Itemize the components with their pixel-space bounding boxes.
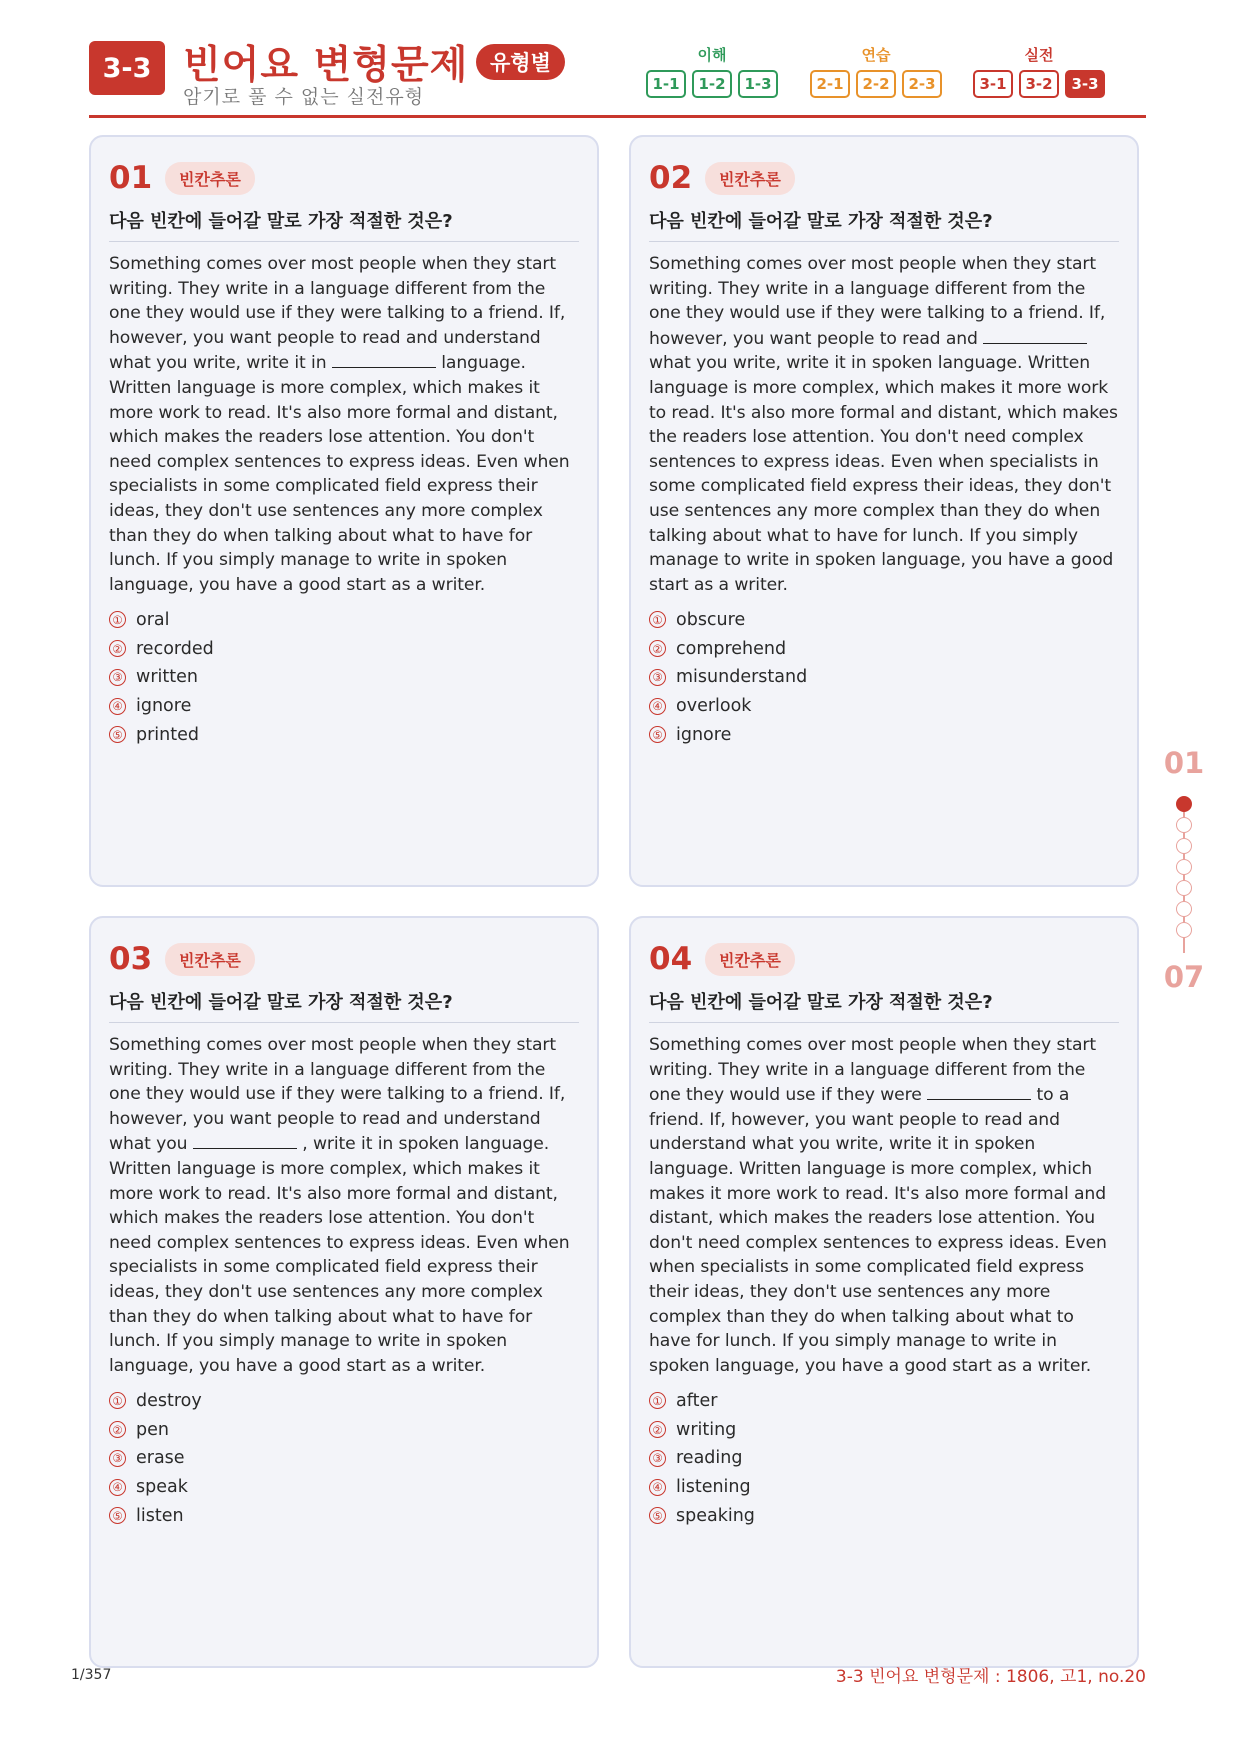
answer-option[interactable]: [649, 692, 1119, 721]
option-label: obscure: [676, 609, 746, 630]
question-type-tag: 빈칸추론: [705, 943, 795, 976]
type-pill: 유형별: [476, 44, 565, 80]
answer-option[interactable]: [649, 1473, 1119, 1502]
progress-start-label: 01: [1163, 746, 1205, 780]
option-number-marker: ①: [109, 1392, 126, 1409]
question-card-03: [89, 916, 599, 1668]
option-number-marker: ②: [649, 640, 666, 657]
passage-text-before: Something comes over most people when they start writing. They write in a language different from the one they would use if they were: [649, 1035, 1097, 1106]
option-number-marker: ③: [649, 1450, 666, 1467]
answer-option[interactable]: [649, 1502, 1119, 1531]
progress-dot[interactable]: [1176, 922, 1192, 938]
answer-option[interactable]: [109, 1386, 579, 1415]
question-header: [109, 155, 579, 201]
option-label: destroy: [136, 1390, 202, 1411]
nav-group-practice: [810, 44, 942, 98]
passage-text-after: to a friend. If, however, you want people to read and understand what you write, write it in spoken language. Written language is more complex, which makes it more work to read. It's also more formal and distant, which makes the readers lose attention. You don't need complex sentences to express ideas. Even when specialists in some complicated field express their ideas, they don't use sentences any more complex than they do when talking about what to have for lunch. If you simply manage to write in spoken language, you have a good start as a writer.: [649, 1085, 1107, 1376]
option-number-marker: ④: [649, 1479, 666, 1496]
answer-option[interactable]: [649, 663, 1119, 692]
passage-text-before: Something comes over most people when they start writing. They write in a language different from the one they would use if they were talking to a friend. If, however, you want people to read and understand what you write, write it in: [109, 254, 566, 374]
nav-button-3-1[interactable]: 3-1: [973, 70, 1013, 98]
progress-dot[interactable]: [1176, 901, 1192, 917]
answer-option[interactable]: [109, 1415, 579, 1444]
answer-option[interactable]: [109, 605, 579, 634]
passage: [649, 252, 1119, 597]
nav-button-3-3[interactable]: 3-3: [1065, 70, 1105, 98]
option-label: listen: [136, 1505, 184, 1526]
option-number-marker: ①: [649, 611, 666, 628]
passage-text-before: Something comes over most people when they start writing. They write in a language different from the one they would use if they were talking to a friend. If, however, you want people to read and: [649, 254, 1106, 349]
option-number-marker: ②: [649, 1421, 666, 1438]
answer-blank: [927, 1082, 1031, 1100]
answer-option[interactable]: [649, 1444, 1119, 1473]
nav-button-1-2[interactable]: 1-2: [692, 70, 732, 98]
progress-dot[interactable]: [1176, 817, 1192, 833]
option-number-marker: ④: [109, 698, 126, 715]
option-number-marker: ⑤: [649, 726, 666, 743]
question-prompt: 다음 빈칸에 들어갈 말로 가장 적절한 것은?: [649, 207, 1119, 242]
nav-button-1-1[interactable]: 1-1: [646, 70, 686, 98]
nav-group-understand: [646, 44, 778, 98]
option-number-marker: ④: [649, 698, 666, 715]
passage: [649, 1033, 1119, 1378]
option-label: listening: [676, 1477, 751, 1498]
answer-option[interactable]: [109, 663, 579, 692]
question-type-tag: 빈칸추론: [165, 943, 255, 976]
option-label: written: [136, 667, 198, 688]
progress-dot[interactable]: [1176, 838, 1192, 854]
option-label: overlook: [676, 696, 752, 717]
passage: [109, 1033, 579, 1378]
nav-button-2-2[interactable]: 2-2: [856, 70, 896, 98]
option-label: misunderstand: [676, 667, 808, 688]
option-label: after: [676, 1390, 718, 1411]
answer-options: [649, 1386, 1119, 1530]
nav-button-2-1[interactable]: 2-1: [810, 70, 850, 98]
passage-text-after: , write it in spoken language. Written language is more complex, which makes it more work to read. It's also more formal and distant, which makes the readers lose attention. You don't need complex sentences to express ideas. Even when specialists in some complicated field express their ideas, they don't use sentences any more complex than they do when talking about what to have for lunch. If you simply manage to write in spoken language, you have a good start as a writer.: [109, 1134, 570, 1376]
nav-button-1-3[interactable]: 1-3: [738, 70, 778, 98]
progress-dot[interactable]: [1176, 859, 1192, 875]
option-number-marker: ①: [649, 1392, 666, 1409]
option-label: comprehend: [676, 638, 787, 659]
question-type-tag: 빈칸추론: [705, 162, 795, 195]
option-label: ignore: [136, 696, 192, 717]
option-label: writing: [676, 1419, 737, 1440]
answer-option[interactable]: [109, 692, 579, 721]
answer-options: [109, 1386, 579, 1530]
answer-option[interactable]: [109, 1473, 579, 1502]
option-number-marker: ⑤: [109, 1507, 126, 1524]
option-label: printed: [136, 724, 199, 745]
nav-button-2-3[interactable]: 2-3: [902, 70, 942, 98]
page-number: 1/357: [71, 1667, 112, 1683]
question-number: 04: [649, 941, 693, 977]
option-label: speak: [136, 1477, 188, 1498]
answer-option[interactable]: [109, 1444, 579, 1473]
question-header: [649, 155, 1119, 201]
question-number: 02: [649, 160, 693, 196]
option-number-marker: ①: [109, 611, 126, 628]
answer-option[interactable]: [109, 721, 579, 750]
nav-group-real: [973, 44, 1105, 98]
question-type-tag: 빈칸추론: [165, 162, 255, 195]
nav-group-label: 실전: [1024, 46, 1054, 64]
option-label: pen: [136, 1419, 169, 1440]
option-number-marker: ③: [109, 1450, 126, 1467]
answer-option[interactable]: [109, 1502, 579, 1531]
option-number-marker: ⑤: [109, 726, 126, 743]
answer-option[interactable]: [109, 634, 579, 663]
nav-button-3-2[interactable]: 3-2: [1019, 70, 1059, 98]
question-number: 03: [109, 941, 153, 977]
page-subtitle: 암기로 풀 수 없는 실전유형: [183, 86, 425, 108]
option-number-marker: ③: [109, 669, 126, 686]
option-label: ignore: [676, 724, 732, 745]
question-card-04: [629, 916, 1139, 1668]
question-header: [109, 936, 579, 982]
option-number-marker: ②: [109, 1421, 126, 1438]
unit-badge: 3-3: [89, 41, 165, 95]
option-label: speaking: [676, 1505, 755, 1526]
answer-option[interactable]: [649, 721, 1119, 750]
nav-group-label: 연습: [861, 46, 891, 64]
progress-end-label: 07: [1163, 960, 1205, 994]
header-divider: [89, 115, 1146, 118]
answer-option[interactable]: [649, 1386, 1119, 1415]
option-label: oral: [136, 609, 170, 630]
answer-option[interactable]: [649, 605, 1119, 634]
option-number-marker: ④: [109, 1479, 126, 1496]
answer-option[interactable]: [649, 634, 1119, 663]
page-title: 빈어요 변형문제: [183, 43, 469, 88]
option-number-marker: ③: [649, 669, 666, 686]
source-citation: 3-3 빈어요 변형문제 : 1806, 고1, no.20: [835, 1667, 1146, 1687]
question-card-01: [89, 135, 599, 887]
option-label: reading: [676, 1448, 743, 1469]
nav-group-label: 이해: [697, 46, 727, 64]
option-label: recorded: [136, 638, 214, 659]
question-prompt: 다음 빈칸에 들어갈 말로 가장 적절한 것은?: [109, 988, 579, 1023]
passage-text-before: Something comes over most people when they start writing. They write in a language different from the one they would use if they were talking to a friend. If, however, you want people to read and understand what you: [109, 1035, 566, 1155]
answer-option[interactable]: [649, 1415, 1119, 1444]
passage: [109, 252, 579, 597]
answer-blank: [332, 350, 436, 368]
passage-text-after: language. Written language is more complex, which makes it more work to read. It's also more formal and distant, which makes the readers lose attention. You don't need complex sentences to express ideas. Even when specialists in some complicated field express their ideas, they don't use sentences any more complex than they do when talking about what to have for lunch. If you simply manage to write in spoken language, you have a good start as a writer.: [109, 353, 570, 595]
question-header: [649, 936, 1119, 982]
question-prompt: 다음 빈칸에 들어갈 말로 가장 적절한 것은?: [649, 988, 1119, 1023]
answer-blank: [193, 1131, 297, 1149]
answer-blank: [983, 326, 1087, 344]
option-number-marker: ⑤: [649, 1507, 666, 1524]
question-number: 01: [109, 160, 153, 196]
question-card-02: [629, 135, 1139, 887]
progress-dot[interactable]: [1176, 796, 1192, 812]
question-prompt: 다음 빈칸에 들어갈 말로 가장 적절한 것은?: [109, 207, 579, 242]
option-number-marker: ②: [109, 640, 126, 657]
answer-options: [649, 605, 1119, 749]
option-label: erase: [136, 1448, 185, 1469]
passage-text-after: what you write, write it in spoken language. Written language is more complex, which makes it more work to read. It's also more formal and distant, which makes the readers lose attention. You don't need complex sentences to express ideas. Even when specialists in some complicated field express their ideas, they don't use sentences any more complex than they do when talking about what to have for lunch. If you simply manage to write in spoken language, you have a good start as a writer.: [649, 353, 1118, 595]
answer-options: [109, 605, 579, 749]
progress-dot[interactable]: [1176, 880, 1192, 896]
